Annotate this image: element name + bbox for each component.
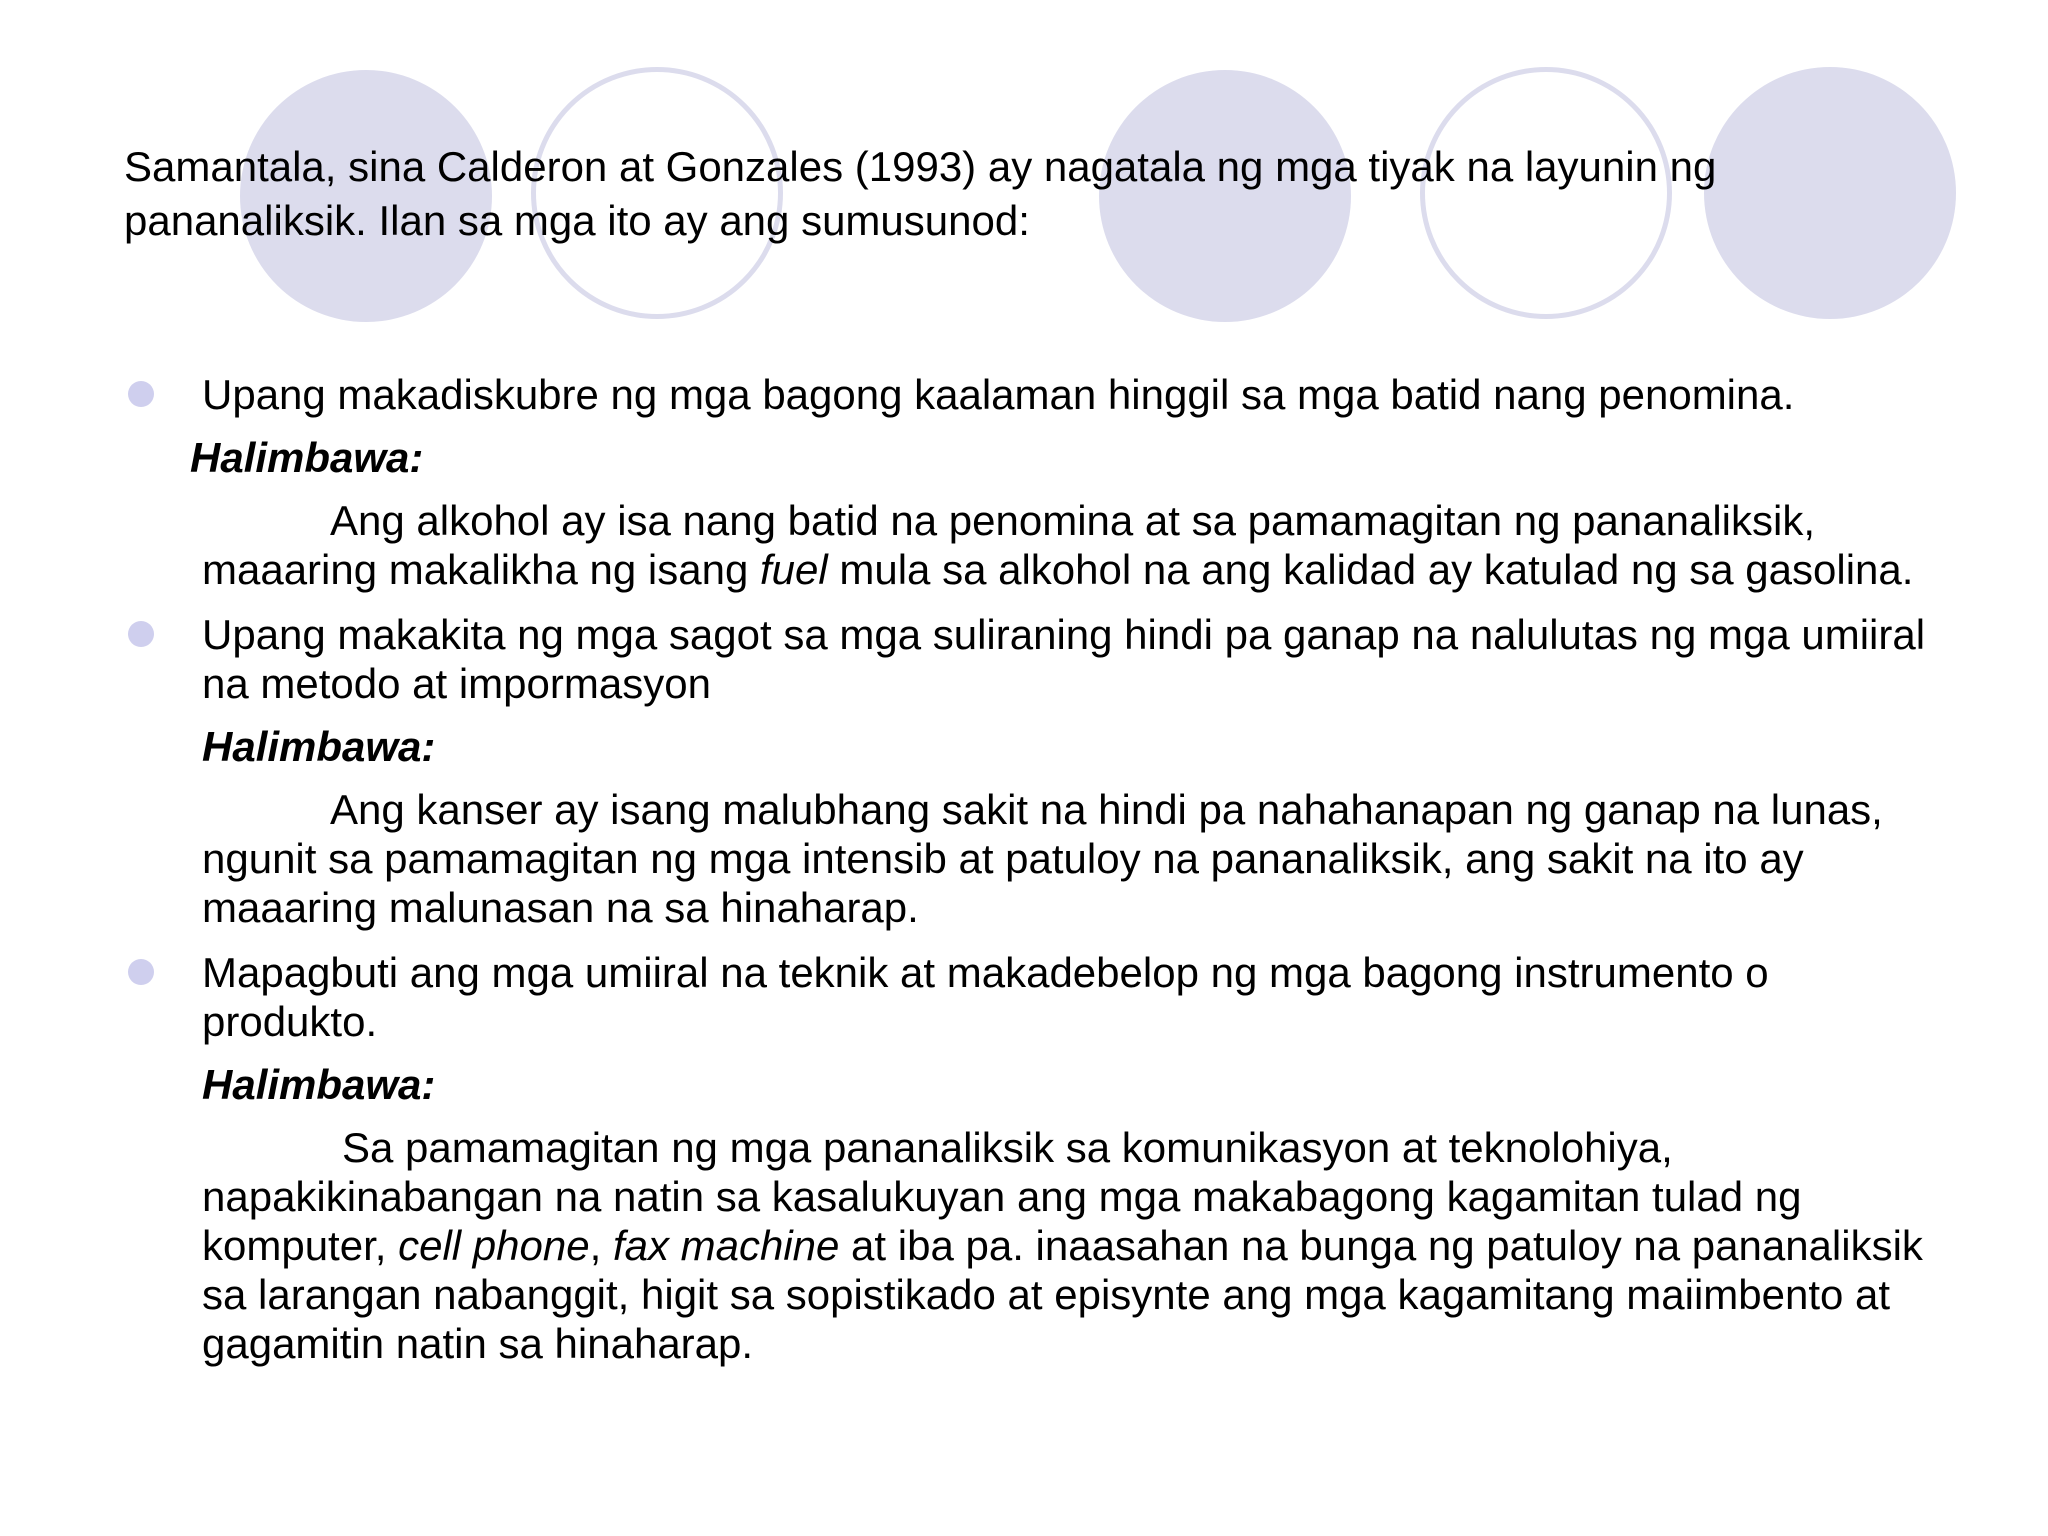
example-text-part: Sa pamamagitan ng mga pananaliksik sa komunikasyon at teknolohiya, napakikinabangan na natin sa kasalukuyan ang mga makabagong kagamitan tulad ng komputer,: [202, 1124, 1802, 1269]
example-text: [202, 496, 1954, 594]
example-text-part: ,: [589, 1222, 613, 1269]
example-text-part: Ang kanser ay isang malubhang sakit na hindi pa nahahanapan ng ganap na lunas, ngunit sa pamamagitan ng mga intensib at patuloy na pananaliksik, ang sakit na ito ay maaaring malunasan na sa hinaharap.: [202, 786, 1883, 931]
bullet-icon: [128, 621, 154, 647]
example-text-part: Ang alkohol ay isa nang batid na penomina at sa pamamagitan ng pananaliksik, maaaring makalikha ng isang: [202, 497, 1815, 593]
example-text-part: at iba pa. inaasahan na bunga ng patuloy na pananaliksik sa larangan nabanggit, higit sa sopistikado at episynte ang mga kagamitang maiimbento at gagamitin natin sa hinaharap.: [202, 1222, 1923, 1367]
example-text-italic: fax machine: [612, 1222, 840, 1269]
objective-text: Mapagbuti ang mga umiiral na teknik at makadebelop ng mga bagong instrumento o produkto.: [202, 949, 1769, 1045]
objective-text: Upang makakita ng mga sagot sa mga suliraning hindi pa ganap na nalulutas ng mga umiiral na metodo at impormasyon: [202, 611, 1926, 707]
list-item: [124, 948, 1954, 1368]
example-text-italic: cell phone: [398, 1222, 590, 1269]
example-text-part: mula sa alkohol na ang kalidad ay katulad ng sa gasolina.: [827, 546, 1914, 593]
example-label: Halimbawa:: [202, 1061, 436, 1108]
bullet-icon: [128, 381, 154, 407]
list-item: [124, 370, 1954, 594]
intro-paragraph: Samantala, sina Calderon at Gonzales (1993) ay nagatala ng mga tiyak na layunin ng pananaliksik. Ilan sa mga ito ay ang sumusunod:: [124, 143, 1717, 244]
list-item: [124, 610, 1954, 932]
objectives-list: [124, 370, 1954, 1368]
example-label: Halimbawa:: [202, 723, 436, 770]
example-text: [202, 785, 1954, 932]
example-text: [202, 1123, 1954, 1368]
objective-text: Upang makadiskubre ng mga bagong kaalaman hinggil sa mga batid nang penomina.: [202, 371, 1795, 418]
bullet-icon: [128, 959, 154, 985]
example-text-italic: fuel: [759, 546, 828, 593]
example-label: Halimbawa:: [190, 434, 424, 481]
